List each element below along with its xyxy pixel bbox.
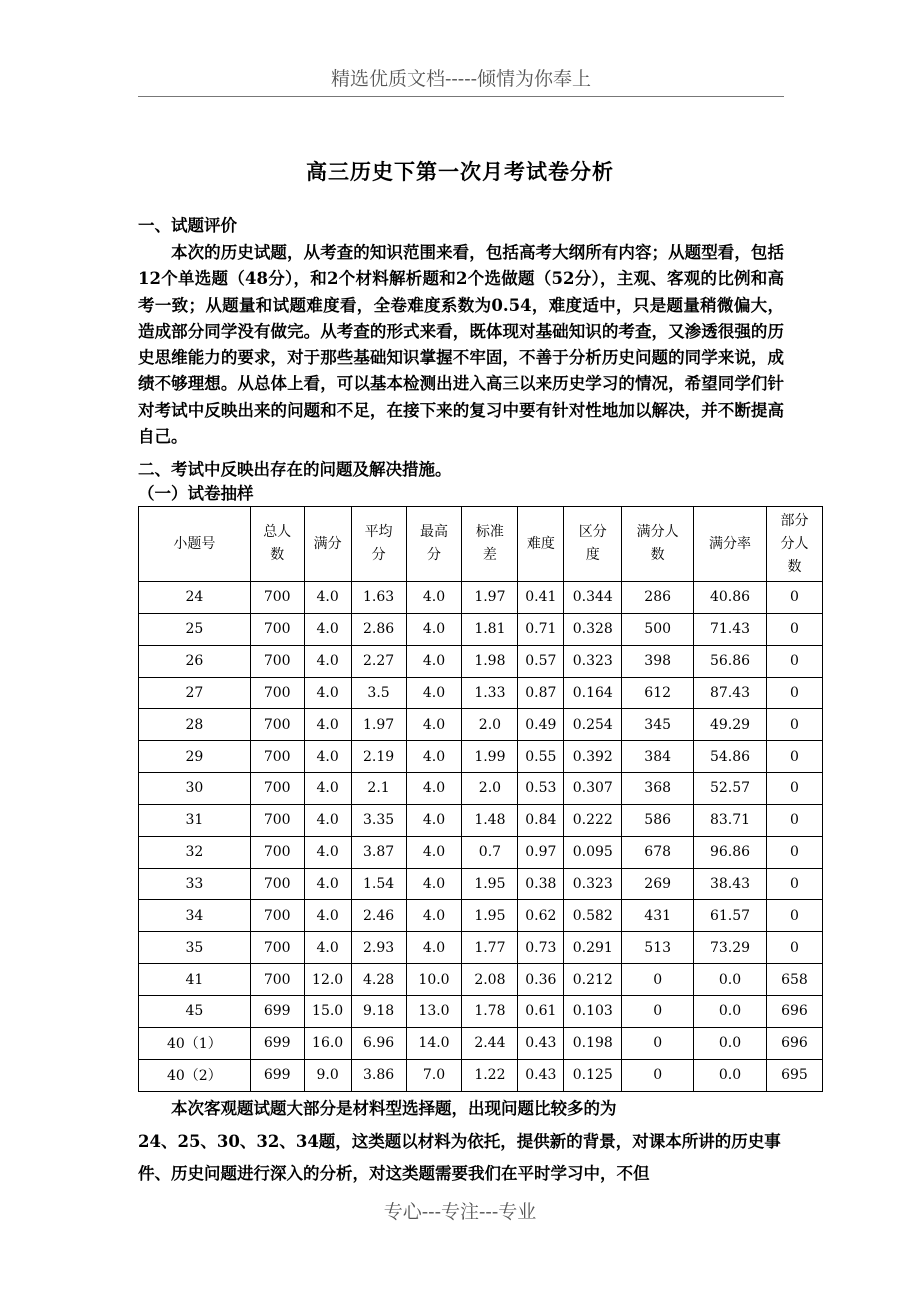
table-cell: 1.81 (462, 613, 518, 645)
table-cell: 9.18 (351, 995, 406, 1027)
col-header: 满分率 (694, 507, 767, 582)
table-cell: 45 (139, 995, 251, 1027)
table-row (139, 613, 823, 645)
table-cell: 4.0 (304, 709, 351, 741)
table-row (139, 677, 823, 709)
table-row (139, 995, 823, 1027)
table-row (139, 804, 823, 836)
section-2-heading: 二、考试中反映出存在的问题及解决措施。 (138, 460, 452, 479)
table-row (139, 836, 823, 868)
table-cell: 0.71 (518, 613, 564, 645)
table-cell: 0.55 (518, 741, 564, 773)
table-cell: 0 (766, 677, 822, 709)
table-cell: 678 (622, 836, 694, 868)
section-1-paragraph: 本次的历史试题，从考查的知识范围来看，包括高考大纲所有内容；从题型看，包括12个单选题（48分），和2个材料解析题和2个选做题（52分），主观、客观的比例和高考一致；从题量和试题难度看，全卷难度系数为0.54，难度适中，只是题量稍微偏大，造成部分同学没有做完。从考查的形式来看，既体现对基础知识的考查，又渗透很强的历史思维能力的要求，对于那些基础知识掌握不牢固，不善于分析历史问题的同学来说，成绩不够理想。从总体上看，可以基本检测出进入高三以来历史学习的情况，希望同学们针对考试中反映出来的问题和不足，在接下来的复习中要有针对性地加以解决，并不断提高自己。 (138, 243, 784, 447)
table-cell: 699 (250, 1027, 304, 1059)
table-cell: 0 (766, 741, 822, 773)
table-cell: 0.38 (518, 868, 564, 900)
table-cell: 2.19 (351, 741, 406, 773)
closing-paragraph (138, 1093, 784, 1191)
table-cell: 4.0 (304, 677, 351, 709)
table-cell: 4.0 (304, 804, 351, 836)
col-header: 满分人数 (622, 507, 694, 582)
table-cell: 1.95 (462, 900, 518, 932)
table-cell: 4.0 (406, 900, 462, 932)
table-cell: 4.0 (406, 804, 462, 836)
table-cell: 0 (622, 964, 694, 996)
table-cell: 0.125 (564, 1059, 622, 1091)
table-row (139, 741, 823, 773)
document-title: 高三历史下第一次月考试卷分析 (306, 159, 614, 184)
table-cell: 0 (766, 613, 822, 645)
table-cell: 4.0 (406, 773, 462, 805)
table-cell: 35 (139, 932, 251, 964)
section-1-heading: 一、试题评价 (138, 216, 237, 235)
table-cell: 4.0 (304, 868, 351, 900)
table-cell: 4.0 (406, 677, 462, 709)
table-cell: 2.27 (351, 645, 406, 677)
table-cell: 696 (766, 1027, 822, 1059)
closing-line-2: 24、25、30、32、34题，这类题以材料为依托，提供新的背景，对课本所讲的历史事件、历史问题进行深入的分析，对这类题需要我们在平时学习中，不但 (138, 1131, 781, 1183)
table-cell: 56.86 (694, 645, 767, 677)
table-cell: 0.323 (564, 645, 622, 677)
table-cell: 25 (139, 613, 251, 645)
table-cell: 4.0 (406, 613, 462, 645)
table-cell: 0 (622, 1059, 694, 1091)
table-cell: 4.0 (304, 741, 351, 773)
col-header: 总人数 (250, 507, 304, 582)
table-cell: 0 (622, 1027, 694, 1059)
table-cell: 1.97 (351, 709, 406, 741)
table-cell: 0 (766, 868, 822, 900)
subsection-heading: （一）试卷抽样 (138, 484, 254, 503)
table-cell: 4.0 (304, 773, 351, 805)
table-row (139, 645, 823, 677)
table-cell: 9.0 (304, 1059, 351, 1091)
table-cell: 1.22 (462, 1059, 518, 1091)
table-cell: 7.0 (406, 1059, 462, 1091)
table-cell: 368 (622, 773, 694, 805)
table-cell: 700 (250, 645, 304, 677)
table-cell: 0.164 (564, 677, 622, 709)
table-cell: 4.0 (406, 582, 462, 614)
table-cell: 0.0 (694, 964, 767, 996)
table-row (139, 1027, 823, 1059)
table-cell: 4.0 (304, 645, 351, 677)
table-cell: 31 (139, 804, 251, 836)
table-cell: 0.73 (518, 932, 564, 964)
table-cell: 26 (139, 645, 251, 677)
table-cell: 83.71 (694, 804, 767, 836)
table-cell: 345 (622, 709, 694, 741)
table-row (139, 932, 823, 964)
table-cell: 27 (139, 677, 251, 709)
table-cell: 0.103 (564, 995, 622, 1027)
table-cell: 700 (250, 964, 304, 996)
table-cell: 1.48 (462, 804, 518, 836)
table-cell: 4.0 (406, 932, 462, 964)
table-cell: 2.0 (462, 709, 518, 741)
table-cell: 700 (250, 804, 304, 836)
table-cell: 71.43 (694, 613, 767, 645)
table-cell: 4.0 (304, 582, 351, 614)
table-cell: 0.62 (518, 900, 564, 932)
table-cell: 34 (139, 900, 251, 932)
table-cell: 2.1 (351, 773, 406, 805)
table-cell: 0 (766, 709, 822, 741)
table-row (139, 773, 823, 805)
table-cell: 0.095 (564, 836, 622, 868)
table-cell: 4.0 (304, 900, 351, 932)
table-cell: 29 (139, 741, 251, 773)
table-cell: 1.54 (351, 868, 406, 900)
table-cell: 87.43 (694, 677, 767, 709)
table-cell: 4.0 (406, 836, 462, 868)
table-cell: 49.29 (694, 709, 767, 741)
table-cell: 2.46 (351, 900, 406, 932)
table-cell: 52.57 (694, 773, 767, 805)
table-cell: 0 (766, 836, 822, 868)
table-cell: 0.392 (564, 741, 622, 773)
table-cell: 269 (622, 868, 694, 900)
table-cell: 96.86 (694, 836, 767, 868)
table-row (139, 964, 823, 996)
col-header: 平均分 (351, 507, 406, 582)
table-cell: 0 (766, 804, 822, 836)
table-cell: 24 (139, 582, 251, 614)
table-cell: 0.582 (564, 900, 622, 932)
table-cell: 0.49 (518, 709, 564, 741)
table-cell: 2.93 (351, 932, 406, 964)
table-cell: 38.43 (694, 868, 767, 900)
page-header: 精选优质文档-----倾情为你奉上 (138, 66, 784, 97)
table-cell: 0.36 (518, 964, 564, 996)
table-cell: 0.87 (518, 677, 564, 709)
table-cell: 700 (250, 709, 304, 741)
table-cell: 3.86 (351, 1059, 406, 1091)
col-header: 部分分人数 (766, 507, 822, 582)
table-cell: 700 (250, 613, 304, 645)
table-cell: 695 (766, 1059, 822, 1091)
table-cell: 3.35 (351, 804, 406, 836)
table-cell: 14.0 (406, 1027, 462, 1059)
table-cell: 0 (766, 900, 822, 932)
table-cell: 4.0 (304, 932, 351, 964)
table-cell: 1.97 (462, 582, 518, 614)
table-row (139, 1059, 823, 1091)
table-cell: 40.86 (694, 582, 767, 614)
table-cell: 0.344 (564, 582, 622, 614)
table-cell: 0.254 (564, 709, 622, 741)
table-cell: 4.28 (351, 964, 406, 996)
table-cell: 54.86 (694, 741, 767, 773)
table-cell: 612 (622, 677, 694, 709)
table-cell: 513 (622, 932, 694, 964)
table-cell: 286 (622, 582, 694, 614)
table-cell: 500 (622, 613, 694, 645)
table-cell: 2.0 (462, 773, 518, 805)
table-cell: 700 (250, 741, 304, 773)
table-cell: 0.323 (564, 868, 622, 900)
table-cell: 0 (766, 645, 822, 677)
table-cell: 4.0 (304, 613, 351, 645)
score-analysis-table (138, 506, 823, 1092)
table-cell: 398 (622, 645, 694, 677)
table-cell: 73.29 (694, 932, 767, 964)
table-cell: 16.0 (304, 1027, 351, 1059)
table-cell: 61.57 (694, 900, 767, 932)
table-cell: 699 (250, 995, 304, 1027)
table-cell: 658 (766, 964, 822, 996)
table-cell: 0 (766, 932, 822, 964)
table-cell: 1.95 (462, 868, 518, 900)
table-cell: 33 (139, 868, 251, 900)
closing-line-1: 本次客观题试题大部分是材料型选择题，出现问题比较多的为 (171, 1099, 617, 1118)
table-cell: 30 (139, 773, 251, 805)
table-cell: 0.43 (518, 1027, 564, 1059)
table-cell: 28 (139, 709, 251, 741)
col-header: 区分度 (564, 507, 622, 582)
table-cell: 10.0 (406, 964, 462, 996)
table-cell: 431 (622, 900, 694, 932)
table-cell: 0.43 (518, 1059, 564, 1091)
table-cell: 1.77 (462, 932, 518, 964)
table-cell: 4.0 (406, 645, 462, 677)
table-cell: 700 (250, 868, 304, 900)
table-cell: 1.33 (462, 677, 518, 709)
table-cell: 0.328 (564, 613, 622, 645)
table-cell: 32 (139, 836, 251, 868)
table-cell: 0.7 (462, 836, 518, 868)
table-cell: 41 (139, 964, 251, 996)
table-cell: 0.61 (518, 995, 564, 1027)
table-cell: 384 (622, 741, 694, 773)
table-cell: 1.63 (351, 582, 406, 614)
table-cell: 0.53 (518, 773, 564, 805)
table-cell: 3.5 (351, 677, 406, 709)
table-cell: 0.0 (694, 1059, 767, 1091)
table-cell: 700 (250, 773, 304, 805)
table-cell: 0.198 (564, 1027, 622, 1059)
table-cell: 700 (250, 836, 304, 868)
table-cell: 0.57 (518, 645, 564, 677)
table-cell: 0.84 (518, 804, 564, 836)
table-cell: 0.212 (564, 964, 622, 996)
table-cell: 40（1） (139, 1027, 251, 1059)
table-cell: 2.86 (351, 613, 406, 645)
table-cell: 4.0 (304, 836, 351, 868)
table-cell: 4.0 (406, 868, 462, 900)
table-cell: 1.78 (462, 995, 518, 1027)
table-cell: 0 (622, 995, 694, 1027)
col-header: 满分 (304, 507, 351, 582)
table-cell: 700 (250, 677, 304, 709)
table-cell: 696 (766, 995, 822, 1027)
col-header: 标准差 (462, 507, 518, 582)
table-cell: 1.99 (462, 741, 518, 773)
table-cell: 2.08 (462, 964, 518, 996)
table-cell: 1.98 (462, 645, 518, 677)
table-cell: 700 (250, 932, 304, 964)
table-cell: 0.291 (564, 932, 622, 964)
table-cell: 4.0 (406, 709, 462, 741)
table-cell: 6.96 (351, 1027, 406, 1059)
table-cell: 0 (766, 582, 822, 614)
table-cell: 0.222 (564, 804, 622, 836)
table-cell: 40（2） (139, 1059, 251, 1091)
table-cell: 3.87 (351, 836, 406, 868)
table-row (139, 868, 823, 900)
table-cell: 2.44 (462, 1027, 518, 1059)
table-cell: 700 (250, 900, 304, 932)
table-cell: 0.97 (518, 836, 564, 868)
table-row (139, 709, 823, 741)
table-cell: 0.0 (694, 1027, 767, 1059)
table-cell: 586 (622, 804, 694, 836)
table-row (139, 582, 823, 614)
page-footer: 专心---专注---专业 (383, 1201, 537, 1223)
table-cell: 4.0 (406, 741, 462, 773)
table-cell: 0 (766, 773, 822, 805)
table-cell: 13.0 (406, 995, 462, 1027)
table-cell: 700 (250, 582, 304, 614)
table-cell: 0.307 (564, 773, 622, 805)
table-row (139, 900, 823, 932)
table-cell: 12.0 (304, 964, 351, 996)
col-header: 最高分 (406, 507, 462, 582)
col-header: 难度 (518, 507, 564, 582)
table-header-row (139, 507, 823, 582)
table-cell: 699 (250, 1059, 304, 1091)
table-cell: 0.41 (518, 582, 564, 614)
col-header: 小题号 (139, 507, 251, 582)
table-cell: 15.0 (304, 995, 351, 1027)
table-cell: 0.0 (694, 995, 767, 1027)
